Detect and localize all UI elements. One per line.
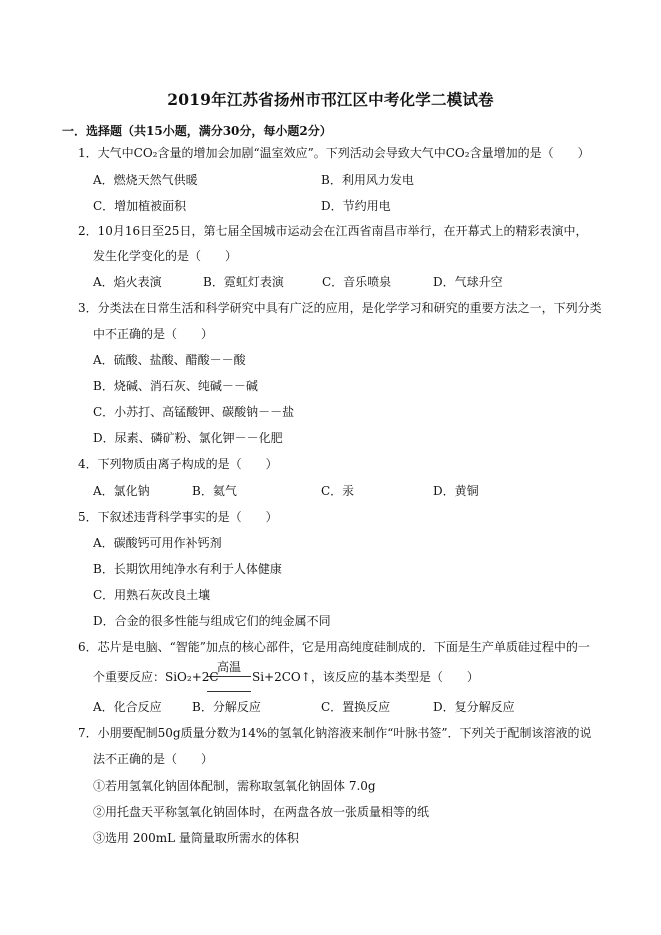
q2-option-a: A．焰火表演 (93, 275, 162, 289)
question-2: 2．10月16日至25日，第七届全国城市运动会在江西省南昌市举行，在开幕式上的精彩表演中， (78, 224, 588, 238)
question-7-cont: 法不正确的是（ ） (93, 752, 214, 766)
reaction-condition: 高温 (216, 660, 241, 674)
q7-statement-2: ②用托盘天平称氢氧化钠固体时，在两盘各放一张质量相等的纸 (93, 805, 430, 819)
q4-option-a: A．氯化钠 (93, 484, 150, 498)
q3-option-a: A．硫酸、盐酸、醋酸－－酸 (93, 353, 246, 367)
q7-statement-3: ③选用 200mL 量筒量取所需水的体积 (93, 831, 299, 845)
q3-option-b: B．烧碱、消石灰、纯碱－－碱 (93, 379, 258, 393)
section-heading: 一．选择题（共15小题，满分30分，每小题2分） (62, 124, 332, 138)
q6-option-c: C．置换反应 (321, 700, 391, 714)
q6-equation-left: 个重要反应：SiO₂+2C (93, 670, 219, 684)
question-4: 4．下列物质由离子构成的是（ ） (78, 457, 278, 471)
q1-option-d: D．节约用电 (321, 199, 391, 213)
q6-option-a: A．化合反应 (93, 700, 162, 714)
q4-option-d: D．黄铜 (433, 484, 479, 498)
question-7: 7．小朋要配制50g质量分数为14%的氢氧化钠溶液来制作“叶脉书签”．下列关于配制该溶液的说 (78, 726, 592, 740)
q3-option-c: C．小苏打、高锰酸钾、碳酸钠－－盐 (93, 405, 295, 419)
q1-option-c: C．增加植被面积 (93, 199, 187, 213)
q5-option-b: B．长期饮用纯净水有利于人体健康 (93, 562, 282, 576)
question-3-cont: 中不正确的是（ ） (93, 327, 214, 341)
q5-option-a: A．碳酸钙可用作补钙剂 (93, 536, 222, 550)
q5-option-d: D．合金的很多性能与组成它们的纯金属不同 (93, 614, 331, 628)
q4-option-c: C．汞 (321, 484, 355, 498)
q6-option-b: B．分解反应 (192, 700, 261, 714)
question-1: 1．大气中CO₂含量的增加会加剧“温室效应”。下列活动会导致大气中CO₂含量增加的是（ ） (78, 146, 590, 160)
reaction-equals-line-lower (207, 691, 251, 692)
q6-equation-right: Si+2CO↑，该反应的基本类型是（ ） (252, 670, 479, 684)
q2-option-b: B．霓虹灯表演 (203, 275, 284, 289)
q7-statement-1: ①若用氢氧化钠固体配制，需称取氢氧化钠固体 7.0g (93, 779, 376, 793)
question-3: 3．分类法在日常生活和科学研究中具有广泛的应用，是化学学习和研究的重要方法之一，下列分类 (78, 301, 602, 315)
q2-option-c: C．音乐喷泉 (322, 275, 392, 289)
q6-option-d: D．复分解反应 (433, 700, 515, 714)
q2-option-d: D．气球升空 (433, 275, 503, 289)
q1-option-a: A．燃烧天然气供暖 (93, 173, 198, 187)
q3-option-d: D．尿素、磷矿粉、氯化钾－－化肥 (93, 431, 283, 445)
exam-title: 2019年江苏省扬州市邗江区中考化学二模试卷 (167, 90, 494, 109)
question-6: 6．芯片是电脑、“智能”加点的核心部件，它是用高纯度硅制成的．下面是生产单质硅过程中的一 (78, 640, 590, 654)
question-5: 5．下叙述违背科学事实的是（ ） (78, 510, 278, 524)
q4-option-b: B．氦气 (192, 484, 237, 498)
question-2-cont: 发生化学变化的是（ ） (93, 249, 238, 263)
q5-option-c: C．用熟石灰改良土壤 (93, 588, 211, 602)
q1-option-b: B．利用风力发电 (321, 173, 414, 187)
